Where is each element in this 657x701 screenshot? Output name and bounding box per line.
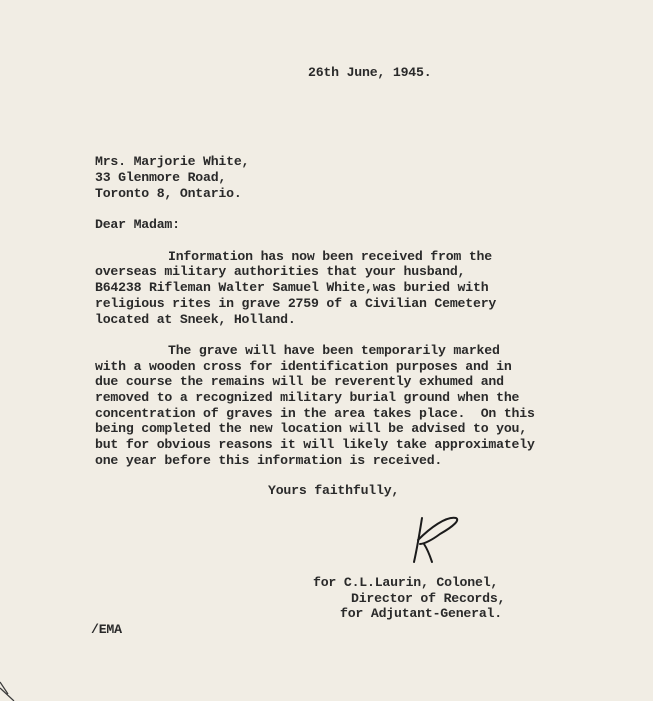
letter-date: 26th June, 1945. xyxy=(308,65,432,80)
paragraph-line: one year before this information is received. xyxy=(95,453,443,468)
signature-mark xyxy=(400,510,470,570)
signature-line: Director of Records, xyxy=(351,591,506,606)
signature-line: for C.L.Laurin, Colonel, xyxy=(313,575,499,590)
page-corner-scribble xyxy=(0,676,22,701)
paragraph-line: located at Sneek, Holland. xyxy=(95,312,296,327)
paragraph-line: removed to a recognized military burial ground when the xyxy=(95,390,520,405)
paragraph-line: The grave will have been temporarily marked xyxy=(168,343,500,358)
paragraph-line: overseas military authorities that your husband, xyxy=(95,264,466,279)
signature-line: for Adjutant-General. xyxy=(340,606,502,621)
paragraph-line: B64238 Rifleman Walter Samuel White,was buried with xyxy=(95,280,489,295)
page-edge xyxy=(653,0,657,701)
salutation: Dear Madam: xyxy=(95,217,180,232)
address-line: Toronto 8, Ontario. xyxy=(95,186,242,201)
paragraph-line: Information has now been received from the xyxy=(168,249,492,264)
address-line: 33 Glenmore Road, xyxy=(95,170,227,185)
paragraph-line: concentration of graves in the area takes place. On this xyxy=(95,406,535,421)
paragraph-line: with a wooden cross for identification purposes and in xyxy=(95,359,512,374)
paragraph-line: religious rites in grave 2759 of a Civilian Cemetery xyxy=(95,296,497,311)
paragraph-line: but for obvious reasons it will likely take approximately xyxy=(95,437,535,452)
address-line: Mrs. Marjorie White, xyxy=(95,154,250,169)
paragraph-line: being completed the new location will be advised to you, xyxy=(95,421,527,436)
closing: Yours faithfully, xyxy=(268,483,400,498)
paragraph-line: due course the remains will be reverently exhumed and xyxy=(95,374,504,389)
typist-reference: /EMA xyxy=(91,622,122,637)
